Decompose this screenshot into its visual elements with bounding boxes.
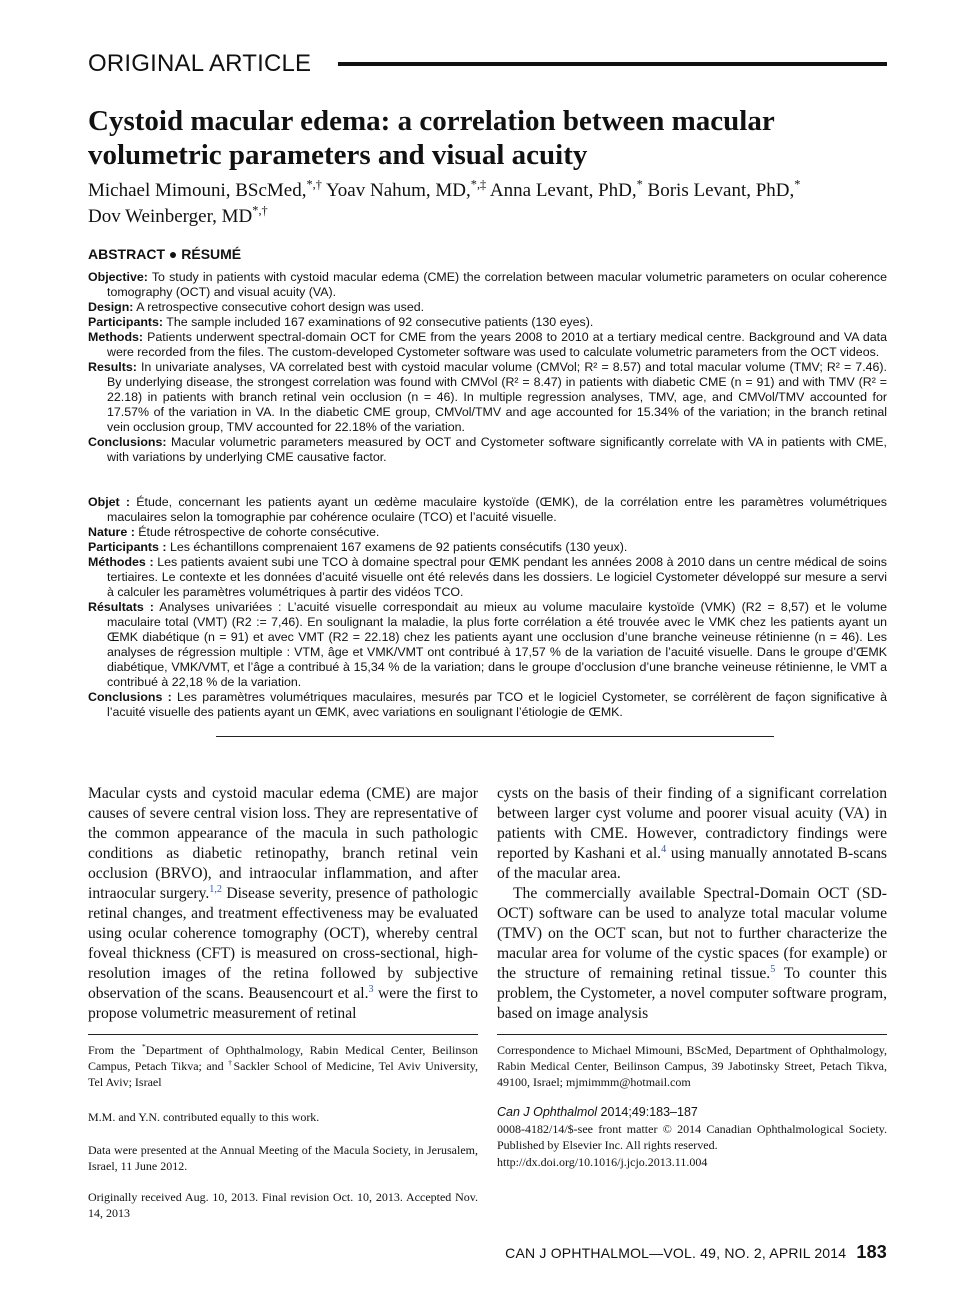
body-text: Macular cysts and cystoid macular edema (CME) are major causes of severe central vision loss. They are representative of the common appearance of the macula in such pathologic conditions as diabetic retinopathy, branch retinal vein occlusion (BRVO), and intraocular inflammation, and after intraocular surgery. [88,785,478,902]
abstract-text: To study in patients with cystoid macular edema (CME) the correlation between macular volumetric parameters on ocular coherence tomography (OCT) and visual acuity (VA). [107,270,888,299]
reference-link[interactable]: 5 [770,963,776,975]
author-name: Dov Weinberger, MD [88,206,253,227]
abstract-label: Objective: [88,270,148,284]
affiliation-mark: * [141,1042,146,1051]
reference-link[interactable]: 3 [368,983,374,995]
abstract-paragraph [88,300,887,315]
body-column-right [497,784,887,1024]
author-affiliation-mark: *,‡ [470,177,487,192]
journal-name: Can J Ophthalmol [497,1105,598,1119]
abstract-divider [216,736,774,737]
header-rule [338,62,887,66]
footnote-affiliation [88,1042,478,1090]
journal-running-title: CAN J OPHTHALMOL—VOL. 49, NO. 2, APRIL 2014 [505,1245,847,1261]
footnote-correspondence: Correspondence to Michael Mimouni, BScMed, Department of Ophthalmology, Rabin Medical Center, Beilinson Campus, 39 Jabotinsky Street, Petach Tikva, 49100, Israel; mjmimmm@hotmail.com [497,1043,887,1089]
running-footer [505,1242,887,1263]
bullet-icon: ● [168,246,178,262]
footnote-rule-right [497,1034,887,1035]
abstract-label: Méthodes : [88,555,154,569]
abstract-label: Participants : [88,540,167,554]
abstract-paragraph [88,315,887,330]
author-affiliation-mark: * [636,177,643,192]
doi-link[interactable]: http://dx.doi.org/10.1016/j.jcjo.2013.11.004 [497,1155,708,1169]
reference-link[interactable]: 1,2 [209,883,222,895]
body-text: using manually annotated B-scans of the macular area. [497,845,887,882]
author-affiliation-mark: *,† [306,177,322,192]
body-column-left [88,784,478,1024]
abstract-text: A retrospective consecutive cohort design was used. [136,300,425,314]
abstract-paragraph [88,435,887,465]
abstract-heading-en: ABSTRACT [88,246,165,262]
abstract-text: Les patients avaient subi une TCO à domaine spectral pour ŒMK pendant les années 2008 à 2010 dans un centre médical de soins tertiaires. Le contexte et les données d’acuité visuelle ont été relevés dans les dossiers. Le logiciel Cystometer développé sur mesure a servi à calculer les paramètres volumétriques à partir des vidéos TCO. [107,555,887,599]
abstract-label: Conclusions : [88,690,172,704]
abstract-text: Les paramètres volumétriques maculaires, mesurés par TCO et le logiciel Cystometer, se corrélèrent de façon significative à l’acuité visuelle des patients ayant un ŒMK, avec variations en soulignant l’étiologie de ŒMK. [107,690,887,719]
affiliation-mark: † [228,1058,234,1067]
footnote-equal-contribution: M.M. and Y.N. contributed equally to this work. [88,1110,320,1124]
author-name: Anna Levant, PhD, [489,180,637,201]
footnote-rule-left [88,1034,478,1035]
abstract-text: Les échantillons comprenaient 167 examens de 92 patients consécutifs (130 yeux). [169,540,628,554]
footnote-text: From the [88,1043,142,1057]
body-text: Disease severity, presence of pathologic retinal changes, and treatment effectiveness may be evaluated using ocular coherence tomography (OCT), whereby central foveal thickness (CFT) is measured on cross-sectional, high-resolution images of the retina followed by subjective observation of the scans. Beausencourt et al. [88,885,478,1002]
abstract-label: Methods: [88,330,144,344]
author-name: Yoav Nahum, MD, [325,180,471,201]
body-paragraph [497,884,887,1024]
footnote-presented: Data were presented at the Annual Meeting of the Macula Society, in Jerusalem, Israel, 11 June 2012. [88,1143,478,1173]
abstract-paragraph [88,525,887,540]
abstract-paragraph [88,600,887,690]
author-affiliation-mark: * [794,177,801,192]
abstract-paragraph [88,270,887,300]
article-title: Cystoid macular edema: a correlation between macular volumetric parameters and visual acuity [88,105,775,171]
abstract-label: Conclusions: [88,435,167,449]
page-number: 183 [856,1242,887,1262]
abstract-heading-fr: RÉSUMÉ [181,246,242,262]
footnote-received: Originally received Aug. 10, 2013. Final revision Oct. 10, 2013. Accepted Nov. 14, 2013 [88,1190,478,1220]
abstract-label: Participants: [88,315,164,329]
author-name: Michael Mimouni, BScMed, [88,180,307,201]
footnote-text: Department of Ophthalmology, Rabin Medical Center, Beilinson Campus, Petach Tikva; and [88,1043,478,1073]
abstract-text: Étude, concernant les patients ayant un œdème maculaire kystoïde (ŒMK), de la corrélation entre les paramètres volumétriques maculaires selon la tomographie par cohérence oculaire (TCO) et l’acuité visuelle. [107,495,887,524]
author-name: Boris Levant, PhD, [647,180,795,201]
body-text: were the first to propose volumetric measurement of retinal [88,985,478,1022]
abstract-label: Design: [88,300,134,314]
body-text: The commercially available Spectral-Domain OCT (SD-OCT) software can be used to analyze total macular volume (TMV) on the OCT scan, but not to further characterize the macular area for volume of the cystic spaces (for example) or the structure of remaining retinal tissue. [497,885,887,982]
abstract-paragraph [88,360,887,435]
abstract-text: Analyses univariées : L’acuité visuelle correspondait au mieux au volume maculaire kystoïde (VMK) (R2 = 8,57) et le volume maculaire total (VMT) (R2 := 7,46). En soulignant la maladie, la plus forte corrélation a été trouvée avec le VMK chez les patients ayant un ŒMK diabétique (n = 91) et avec VMT (R2 = 22.18) chez les patients ayant une occlusion d’une branche veineuse rétinienne (n = 46). Les analyses de régression multiple : VTM, âge et VMK/VMT ont contribué à 17,57 % de la variation de l’acuité visuelle. Dans le groupe d’ŒMK diabétique, VMK/VMT, et l’âge a contribué à 15,34 % de la variation; dans le groupe d’occlusion d’une branche veineuse rétinienne, le VMT a contribué à 22,18 % de la variation. [107,600,887,689]
abstract-heading [88,246,241,262]
journal-citation [497,1104,887,1120]
footnote-text: Sackler School of Medicine, Tel Aviv University, Tel Aviv; Israel [88,1059,478,1089]
abstract-label: Résultats : [88,600,154,614]
abstract-paragraph [88,555,887,600]
author-list [88,178,888,230]
author-affiliation-mark: *,† [252,203,268,218]
abstract-label: Results: [88,360,137,374]
section-label: ORIGINAL ARTICLE [88,50,312,77]
abstract-paragraph [88,495,887,525]
body-text: cysts on the basis of their finding of a significant correlation between larger cyst volume and poorer visual acuity (VA) in patients with CME. However, contradictory findings were reported by Kashani et al. [497,785,887,862]
footnote-copyright: 0008-4182/14/$-see front matter © 2014 Canadian Ophthalmological Society. Published by Elsevier Inc. All rights reserved. [497,1122,887,1152]
abstract-paragraph [88,330,887,360]
body-paragraph [88,784,478,1024]
reference-link[interactable]: 4 [661,843,667,855]
abstract-paragraph [88,540,887,555]
abstract-english [88,270,887,465]
body-text: To counter this problem, the Cystometer, a novel computer software program, based on image analysis [497,965,888,1022]
abstract-label: Nature : [88,525,135,539]
abstract-text: The sample included 167 examinations of 92 consecutive patients (130 eyes). [166,315,594,329]
abstract-text: Patients underwent spectral-domain OCT for CME from the years 2008 to 2010 at a tertiary medical centre. Background and VA data were recorded from the files. The custom-developed Cystometer software was used to calculate volumetric parameters from the OCT videos. [107,330,887,359]
section-header [88,50,888,80]
abstract-text: Macular volumetric parameters measured by OCT and Cystometer software significantly correlate with VA in patients with CME, with variations by underlying CME causative factor. [107,435,887,464]
journal-ref: 2014;49:183–187 [597,1105,698,1119]
body-paragraph [497,784,887,884]
abstract-paragraph [88,690,887,720]
abstract-label: Objet : [88,495,131,509]
abstract-french [88,495,887,720]
abstract-text: Étude rétrospective de cohorte consécutive. [138,525,380,539]
abstract-text: In univariate analyses, VA correlated best with cystoid macular volume (CMVol; R² = 8.57) and total macular volume (TMV; R² = 7.46). By underlying disease, the strongest correlation was found with CMVol (R² = 8.47) in patients with diabetic CME (n = 91) and with TMV (R² = 22.18) in patients with branch retinal vein occlusion (n = 46). In multiple regression analyses, TMV, age, and CMVol/TMV accounted for 17.57% of the variation in VA. In the diabetic CME group, CMVol/TMV and age accounted for 15.34% of the variation; in the branch retinal vein occlusion group, TMV accounted for 22.18% of the variation. [107,360,887,434]
